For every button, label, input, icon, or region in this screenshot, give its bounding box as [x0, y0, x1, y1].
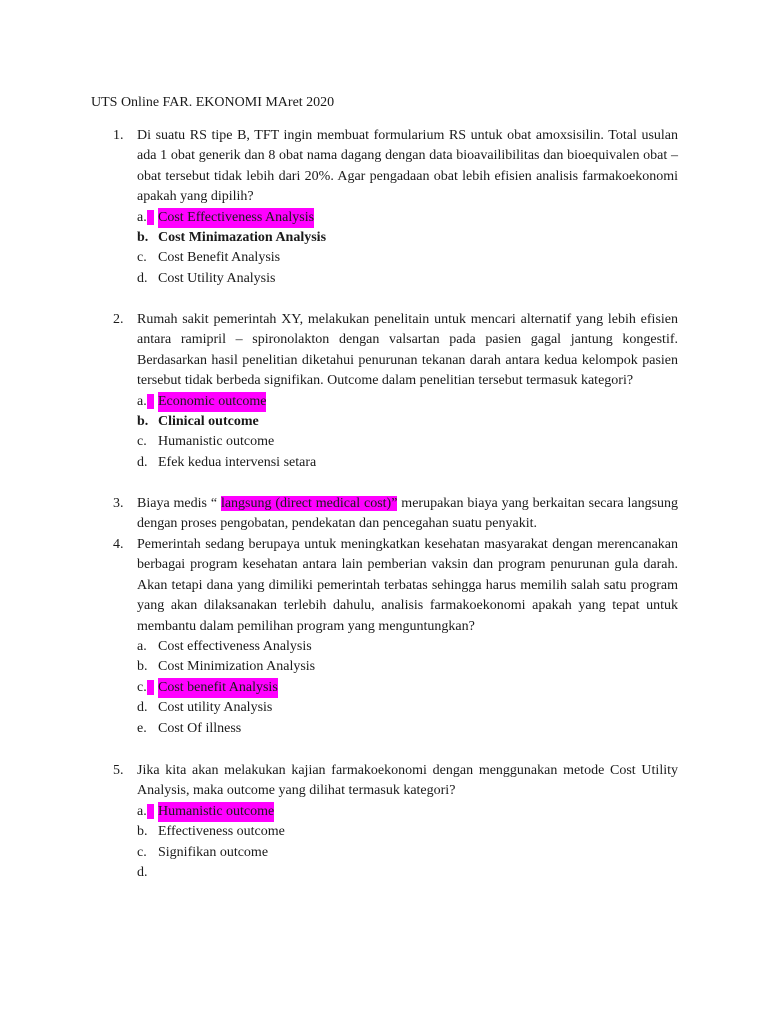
option-text: Cost Of illness [158, 720, 242, 736]
option-text: Clinical outcome [158, 414, 259, 430]
option-text: Humanistic outcome [158, 434, 275, 450]
option-text-highlighted: Cost Effectiveness Analysis [158, 208, 314, 228]
option-d [137, 863, 678, 883]
question-number: 4. [113, 537, 124, 552]
option-letter: c. [137, 844, 147, 860]
option-c [137, 678, 678, 698]
option-d [137, 453, 678, 473]
question-text: Jika kita akan melakukan kajian farmakoekonomi dengan menggunakan metode Cost Utility Analysis, maka outcome yang dilihat termasuk kategori? [137, 763, 678, 799]
option-letter: b. [137, 414, 149, 430]
option-e [137, 719, 678, 739]
question-5 [113, 761, 678, 883]
question-number: 3. [113, 496, 124, 511]
option-text: Signifikan outcome [158, 844, 269, 860]
option-d [137, 269, 678, 289]
option-text: Cost utility Analysis [158, 700, 273, 716]
option-a [137, 208, 678, 228]
option-c [137, 432, 678, 452]
option-letter: d. [137, 454, 148, 470]
question-text: Rumah sakit pemerintah XY, melakukan penelitain untuk mencari alternatif yang lebih efisien antara ramipril – spironolakton dengan valsartan pada pasien gagal jantung kongestif. Berdasarkan hasil penelitian diketahui penurunan tekanan darah antara kedua kelompok pasien tersebut tidak berbeda signifikan. Outcome dalam penelitian tersebut termasuk kategori? [137, 312, 678, 389]
option-b [137, 822, 678, 842]
option-letter: b. [137, 824, 148, 840]
option-list [137, 392, 678, 474]
option-text-highlighted: Cost benefit Analysis [158, 678, 278, 698]
option-a [137, 802, 678, 822]
option-a [137, 392, 678, 412]
option-letter: e. [137, 720, 147, 736]
option-letter: d. [137, 864, 148, 880]
option-letter: c. [137, 250, 147, 266]
option-b [137, 657, 678, 677]
option-letter: c. [137, 678, 157, 698]
option-letter: b. [137, 230, 149, 246]
option-letter: d. [137, 270, 148, 286]
option-text-highlighted: Economic outcome [158, 392, 266, 412]
question-text: Pemerintah sedang berupaya untuk meningkatkan kesehatan masyarakat dengan merencanakan berbagai program kesehatan antara lain pemberian vaksin dan program penurunan gula darah. Akan tetapi dana yang dimiliki pemerintah terbatas sehingga harus memilih salah satu program yang akan dilaksanakan terlebih dahulu, analisis farmakoekonomi apakah yang tepat untuk membantu dalam pemilihan program yang menguntungkan? [137, 537, 678, 634]
highlighted-phrase: langsung (direct medical cost)” [220, 496, 398, 511]
question-4 [113, 535, 678, 739]
option-list [137, 802, 678, 884]
option-text-highlighted: Humanistic outcome [158, 802, 274, 822]
question-1 [113, 126, 678, 289]
option-a [137, 637, 678, 657]
option-text: Efek kedua intervensi setara [158, 454, 317, 470]
option-text: Cost Utility Analysis [158, 270, 276, 286]
option-text: Effectiveness outcome [158, 824, 285, 840]
question-number: 2. [113, 312, 124, 327]
option-letter: a. [137, 392, 157, 412]
option-text: Cost Minimization Analysis [158, 659, 316, 675]
question-2 [113, 310, 678, 473]
option-d [137, 698, 678, 718]
question-number: 1. [113, 128, 124, 143]
option-letter: b. [137, 659, 148, 675]
option-list [137, 208, 678, 290]
question-3 [113, 494, 678, 535]
option-letter: a. [137, 208, 157, 228]
option-b [137, 412, 678, 432]
option-list [137, 637, 678, 739]
question-text: Di suatu RS tipe B, TFT ingin membuat formularium RS untuk obat amoxsisilin. Total usulan ada 1 obat generik dan 8 obat nama dagang dengan data bioavailibilitas dan bioequivalen obat – obat tersebut tidak lebih dari 20%. Agar pengadaan obat lebih efisien analisis farmakoekonomi apakah yang dipilih? [137, 128, 678, 205]
option-b [137, 228, 678, 248]
option-letter: a. [137, 639, 147, 655]
option-text: Cost effectiveness Analysis [158, 639, 312, 655]
option-text: Cost Minimazation Analysis [158, 230, 327, 246]
option-letter: c. [137, 434, 147, 450]
option-letter: d. [137, 700, 148, 716]
option-text: Cost Benefit Analysis [158, 250, 281, 266]
document-title: UTS Online FAR. EKONOMI MAret 2020 [91, 95, 335, 110]
option-c [137, 248, 678, 268]
question-text: Biaya medis “ langsung (direct medical cost)” merupakan biaya yang berkaitan secara langsung dengan proses pengobatan, pendekatan dan pencegahan suatu penyakit. [137, 496, 679, 532]
option-c [137, 843, 678, 863]
question-number: 5. [113, 763, 124, 778]
option-letter: a. [137, 802, 157, 822]
